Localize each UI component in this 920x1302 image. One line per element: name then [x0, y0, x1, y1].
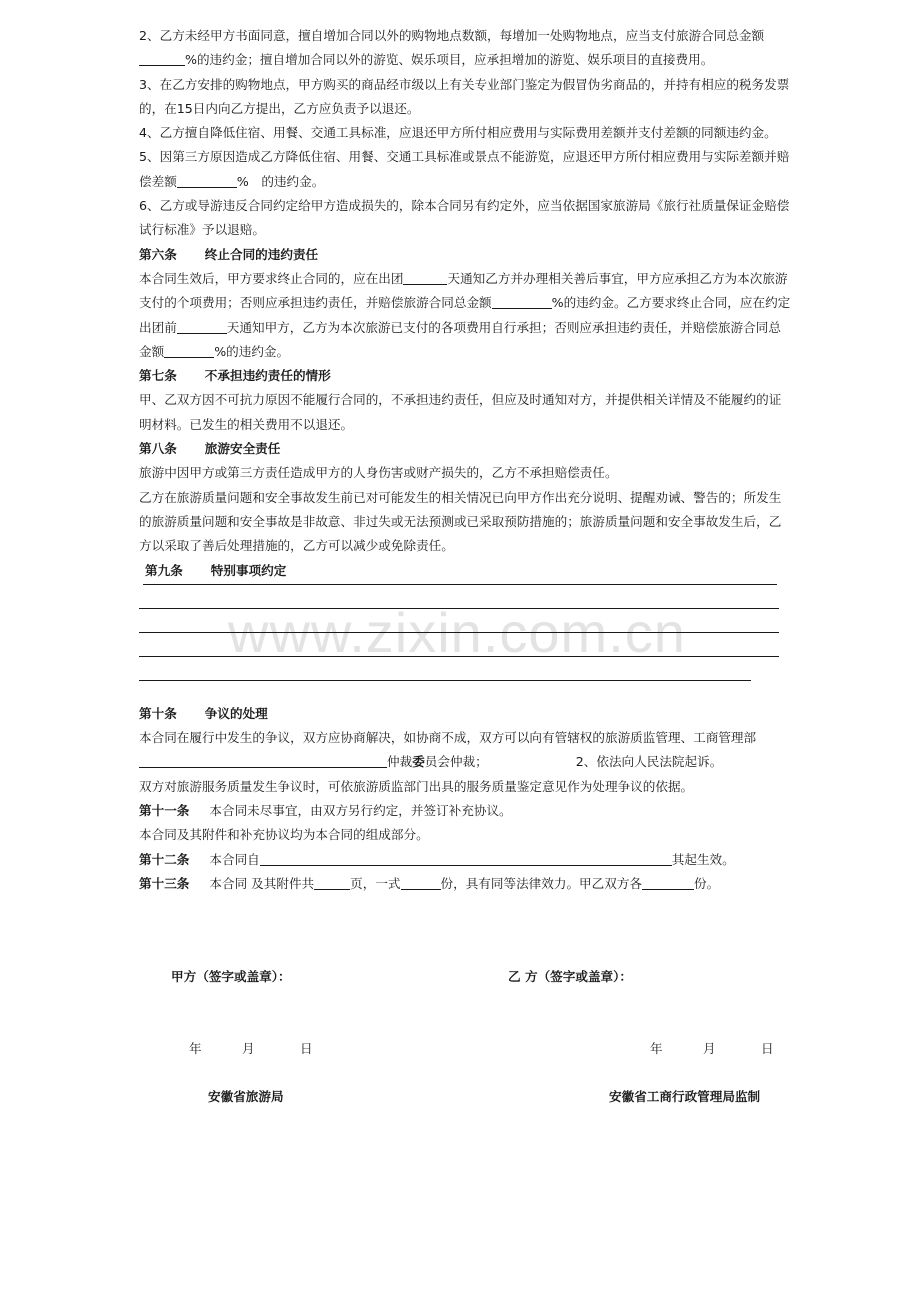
blank-field[interactable]: [492, 293, 552, 309]
article-11: 第十一条 本合同未尽事宜，由双方另行约定，并签订补充协议。: [139, 803, 512, 819]
article-7-text: 甲、乙双方因不可抗力原因不能履行合同的，不承担违约责任，但应及时通知对方，并提供相关详情及不能履约的证明材料。已发生的相关费用不以退还。: [139, 392, 782, 432]
blank-field[interactable]: [401, 874, 441, 890]
article-6-heading: 第六条 终止合同的违约责任: [139, 246, 319, 262]
fill-line: [143, 584, 777, 585]
blank-field[interactable]: [403, 269, 447, 285]
fill-line: [139, 656, 779, 657]
blank-field[interactable]: [314, 874, 350, 890]
blank-field[interactable]: [260, 850, 672, 866]
day-label: 日: [300, 1041, 313, 1056]
article-10-text-2: 双方对旅游服务质量发生争议时，可依旅游质监部门出具的服务质量鉴定意见作为处理争议的依据。: [139, 778, 694, 794]
article-8-text-2: 乙方在旅游质量问题和安全事故发生前已对可能发生的相关情况已向甲方作出充分说明、提醒劝诫、警告的；所发生的旅游质量问题和安全事故是非故意、非过失或无法预测或已采取预防措施的；旅游质量问题和安全事故发生后，乙方以采取了善后处理措施的，乙方可以减少或免除责任。: [139, 489, 782, 554]
article-10-heading: 第十条 争议的处理: [139, 705, 268, 721]
blank-field[interactable]: [177, 172, 237, 188]
day-label: 日: [761, 1041, 774, 1056]
party-a-signature-label: 甲方（签字或盖章）：: [171, 969, 291, 984]
article-11-text-2: 本合同及其附件和补充协议均为本合同的组成部分。: [139, 827, 429, 843]
watermark: www.zixin.com.cn: [228, 601, 686, 664]
month-label: 月: [703, 1041, 716, 1056]
party-a-date[interactable]: [189, 1039, 313, 1059]
article-8-text-1: 旅游中因甲方或第三方责任造成甲方的人身伤害或财产损失的，乙方不承担赔偿责任。: [139, 465, 618, 481]
issuer-tourism-bureau: 安徽省旅游局: [208, 1089, 284, 1104]
fill-line: [139, 680, 751, 681]
fill-line: [139, 608, 779, 609]
clause-6: 6、乙方或导游违反合同约定给甲方造成损失的，除本合同另有约定外，应当依据国家旅游局《旅行社质量保证金赔偿试行标准》予以退赔。: [139, 198, 790, 238]
article-9-heading: 第九条 特别事项约定: [145, 562, 287, 578]
clause-5: 5、因第三方原因造成乙方降低住宿、用餐、交通工具标准或景点不能游览，应退还甲方所付相应费用与实际差额并赔偿差额 % 的违约金。: [139, 149, 790, 189]
article-6-text: 本合同生效后，甲方要求终止合同的，应在出团 天通知乙方并办理相关善后事宜，甲方应承担乙方为本次旅游支付的个项费用；否则应承担违约责任，并赔偿旅游合同总金额 %的违约金。乙方要求终止合同，应在约定出团前 天通知甲方，乙方为本次旅游已支付的各项费用自行承担；否则应承担违约责任，并赔偿旅游合同总金额 %的违约金。: [139, 270, 791, 359]
party-b-date[interactable]: [650, 1039, 774, 1059]
issuer-industry-commerce-bureau: 安徽省工商行政管理局监制: [609, 1089, 761, 1104]
blank-field[interactable]: [164, 342, 214, 358]
article-8-heading: 第八条 旅游安全责任: [139, 441, 281, 457]
article-13: 第十三条 本合同 及其附件共 页，一式 份，具有同等法律效力。甲乙双方各 份。: [139, 875, 720, 891]
article-7-heading: 第七条 不承担违约责任的情形: [139, 368, 331, 384]
party-b-signature-label: 乙 方（签字或盖章）：: [508, 969, 633, 984]
article-10-text: 本合同在履行中发生的争议，双方应协商解决，如协商不成，双方可以向有管辖权的旅游质监管理、工商管理部仲裁委员会仲裁； 2、依法向人民法院起诉。: [139, 730, 757, 770]
year-label: 年: [650, 1041, 663, 1056]
year-label: 年: [189, 1041, 202, 1056]
fill-line: [139, 632, 779, 633]
contract-body: [139, 24, 791, 896]
clause-2: 2、乙方未经甲方书面同意，擅自增加合同以外的购物地点数额，每增加一处购物地点，应当支付旅游合同总金额%的违约金；擅自增加合同以外的游览、娱乐项目，应承担增加的游览、娱乐项目的直接费用。: [139, 28, 765, 68]
blank-field[interactable]: [642, 874, 694, 890]
blank-field[interactable]: [139, 752, 387, 768]
month-label: 月: [242, 1041, 255, 1056]
special-terms-lines[interactable]: [139, 584, 791, 702]
clause-4: 4、乙方擅自降低住宿、用餐、交通工具标准，应退还甲方所付相应费用与实际费用差额并支付差额的同额违约金。: [139, 125, 777, 141]
blank-field[interactable]: [177, 318, 227, 334]
clause-3: 3、在乙方安排的购物地点，甲方购买的商品经市级以上有关专业部门鉴定为假冒伪劣商品的，并持有相应的税务发票的，在15日内向乙方提出，乙方应负责予以退还。: [139, 76, 790, 116]
blank-field[interactable]: [139, 50, 185, 66]
article-12: 第十二条 本合同自 其起生效。: [139, 851, 735, 867]
